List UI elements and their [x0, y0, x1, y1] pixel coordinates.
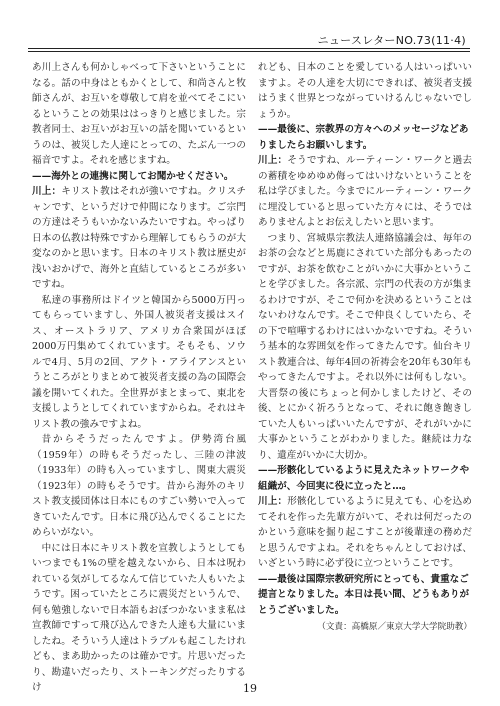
- paragraph: 中には日本にキリスト教を宣教しようとしてもいつまでも1%の壁を越えないから、日本は呪われている気がしてるなんて信じていた人もいたようです。困っていたところに震災だというんで、何も勉強しないで日本語もおぼつかないまま私は宣教師ですって飛び込んできた人達も大量にいましたね。そういう人達はトラブルも起こしたけれども、まあ助かったのは確かです。片思いだったり、勘違いだったり、ストーキングだったりするけ: [32, 542, 246, 693]
- interview-question: ——最後に、宗教界の方々へのメッセージなどありましたらお願いします。: [258, 124, 469, 151]
- speaker-label: 川上：: [32, 186, 62, 197]
- answer-text: キリスト教はそれが強いですね。クリスチャンです、というだけで仲間になります。ご宗門の方達はそうもいかないみたいですね。やっぱり日本の仏教は特殊ですから理解してもらうのが大変なのかと思います。日本のキリスト教は歴史が浅いおかげで、海外と直結しているところが多いですね。: [32, 186, 246, 290]
- interview-answer: [32, 184, 246, 293]
- interview-closing: ——最後は国際宗教研究所にとっても、貴重なご提言となりました。本日は長い間、どうもありがとうございました。: [258, 573, 470, 616]
- paragraph: 私達の事務所はドイツと韓国から5000万円ってもらっていますし、外国人被災者支援はスイス、オーストラリア、アメリカ合衆国がほぼ2000万円集めてくれています。そもそも、ソウルで4月、5月の2回、アクト・アライアンスというところがとりまとめて被災者支援の為の国際会議を開いてくれた。全世界がまとまって、東北を支援しようとしてくれていますからね。それはキリスト教の強みですよね。: [32, 294, 246, 430]
- left-column: [32, 60, 246, 696]
- newsletter-title: ニュースレターNO.73(11·4): [317, 34, 466, 47]
- interview-answer: [258, 494, 472, 572]
- answer-text: 形骸化しているように見えても、心を込めてそれを作った先輩方がいて、それは何だったのかという意味を掘り起こすことが後輩達の務めだと思うんですよね。それをちゃんとしておけば、いざという時に必ず役に立つということです。: [258, 496, 473, 569]
- interview-question: ——海外との連携に関してお聞かせください。: [32, 170, 234, 182]
- right-column: [258, 60, 472, 634]
- paragraph: つまり、宮城県宗教法人連絡協議会は、毎年のお茶の会などと馬鹿にされていた部分もあったのですが、お茶を飲むことがいかに大事かということを学びました。各宗派、宗門の代表の方が集まるわけですが、そこで何かを決めるということはないわけなんです。そこで仲良くしていたら、その下で喧嘩するわけにはいかないですね。そういう基本的な雰囲気を作ってきたんです。仙台キリスト教連合は、毎年4回の祈祷会を20年も30年もやってきたんですよ。それ以外には何もしない。大晋祭の後にちょっと何かしましたけど、その後、とにかく祈ろうとなって、それに飽き飽きしていた人もいっぱいいたんですが、それがいかに大事かということがわかりました。継続は力なり、遺産がいかに大切か。: [258, 232, 472, 461]
- paragraph: あ川上さんも何かしゃべって下さいということになる。話の中身はともかくとして、和尚さんと牧師さんが、お互いを尊敬して肩を並べてそこにいるということの効果ははっきりと感じました。宗教者同士、お互いがお互いの話を聞いているというのは、被災した人達にとっての、たぶん一つの福音ですよ。それを感じますね。: [32, 62, 246, 166]
- speaker-label: 川上：: [258, 496, 288, 507]
- paragraph: れども、日本のことを愛している人はいっぱいいますよ。その人達を大切にできれば、被災者支援はうまく世界とつながっていけるんじゃないでしょうか。: [258, 62, 472, 120]
- header-rule: [28, 48, 470, 49]
- answer-text: そうですね、ルーティーン・ワークと過去の蓄積をゆめゆめ侮ってはいけないということを私は学びました。今までにルーティーン・ワークに埋没していると思っていた方々には、そうではありませんよとお伝えしたいと思います。: [258, 155, 472, 228]
- interview-question: ——形骸化しているように見えたネットワークや組織が、今回実に役に立ったと…。: [258, 465, 470, 492]
- header-rule-thin: [28, 51, 470, 52]
- author-credit: （文責：高橋原／東京大学大学院助教）: [317, 622, 472, 632]
- page-number: 19: [243, 682, 257, 695]
- interview-answer: [258, 153, 472, 231]
- newsletter-header: [0, 30, 500, 50]
- speaker-label: 川上：: [258, 155, 288, 166]
- paragraph: 昔からそうだったんですよ。伊勢湾台風（1959年）の時もそうだったし、三陸の津波（1933年）の時も入っていますし、関東大震災（1923年）の時もそうです。昔から海外のキリスト教支援団体は日本にものすごい勢いで入ってきていたんです。日本に飛び込んでくることにためらいがない。: [32, 434, 246, 538]
